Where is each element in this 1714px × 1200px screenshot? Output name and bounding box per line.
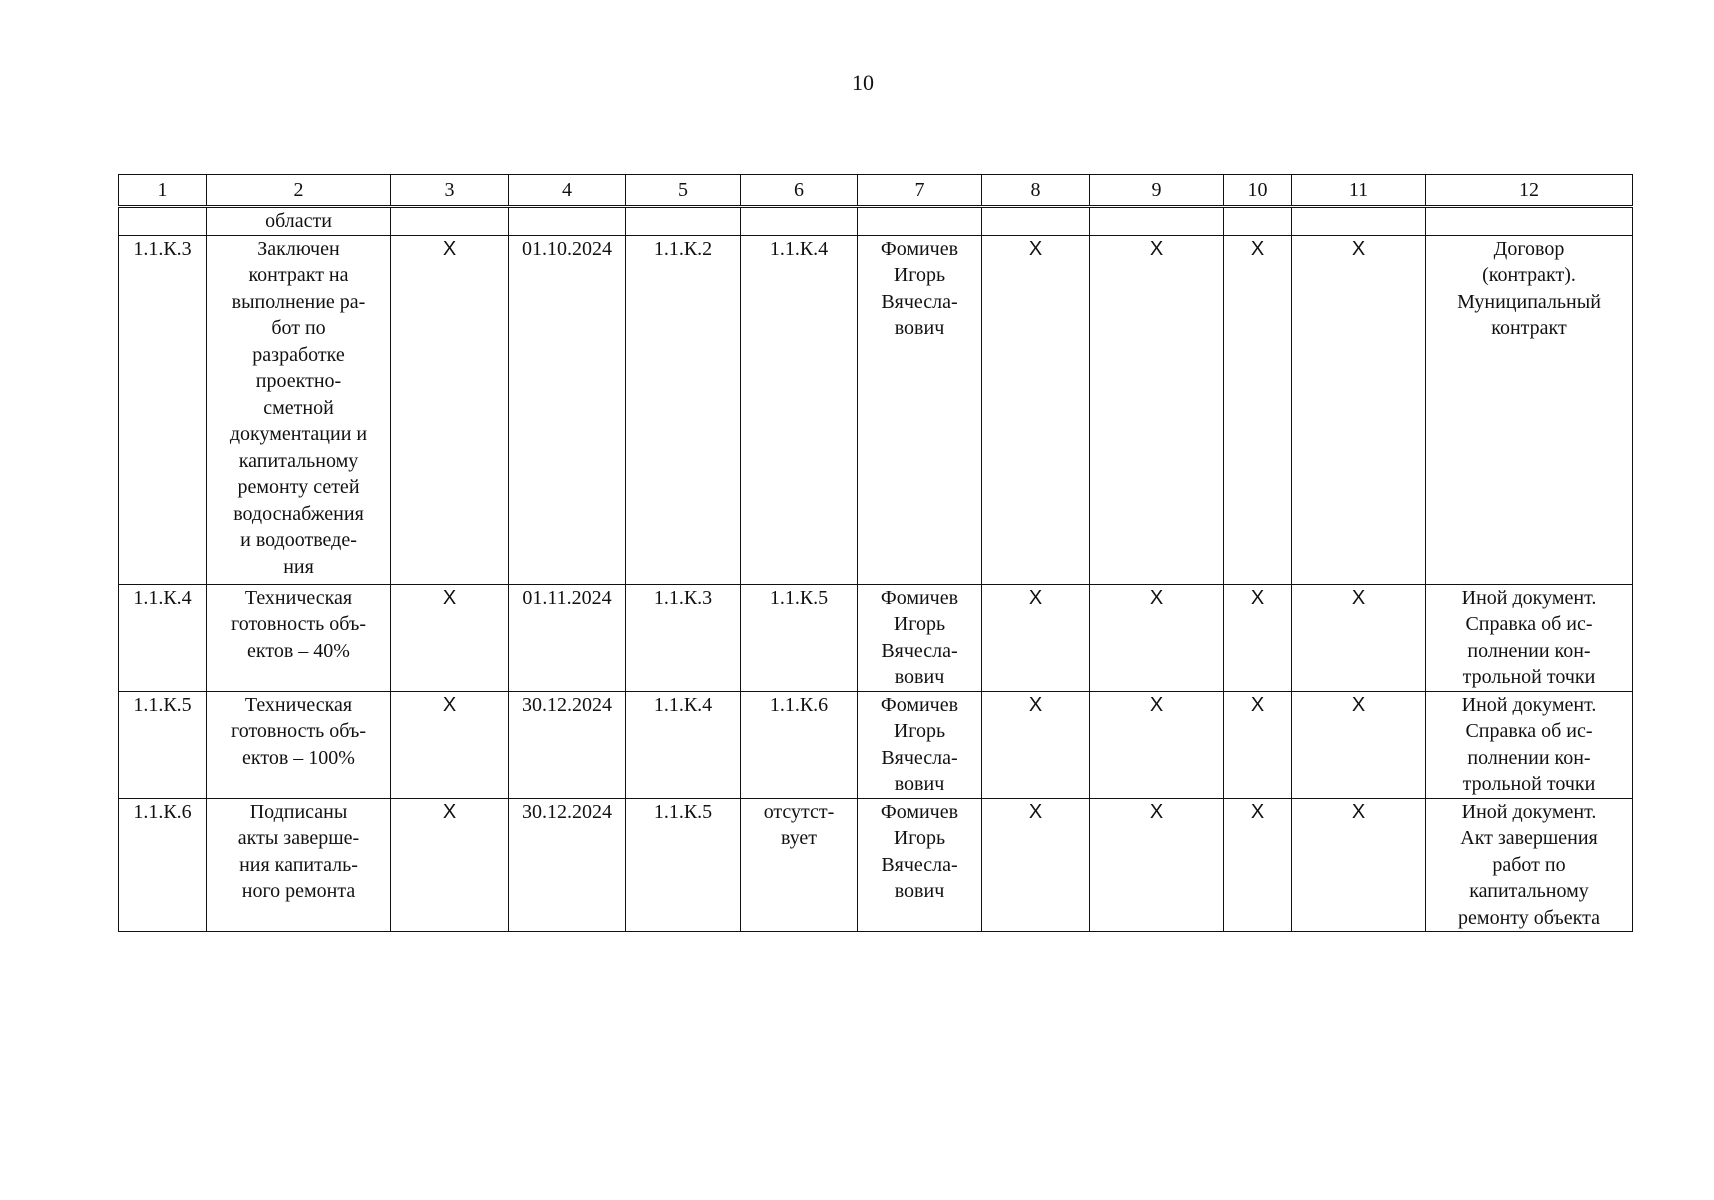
control-point-code: 1.1.К.4 xyxy=(119,584,207,691)
responsible-person: Фомичев Игорь Вячесла- вович xyxy=(858,691,982,798)
control-point-code: 1.1.К.3 xyxy=(119,235,207,584)
table-row xyxy=(119,235,1633,584)
previous-point: 1.1.К.2 xyxy=(626,235,741,584)
deadline-date: 01.10.2024 xyxy=(509,235,626,584)
event-description: Техническая готовность объ- ектов – 100% xyxy=(207,691,391,798)
column-number: 6 xyxy=(741,175,858,207)
cell-mark: X xyxy=(1224,584,1292,691)
confirming-document: Иной документ. Справка об ис- полнении кон- трольной точки xyxy=(1426,584,1633,691)
column-number: 3 xyxy=(391,175,509,207)
cell-mark: X xyxy=(1090,798,1224,932)
column-number: 7 xyxy=(858,175,982,207)
table-cell xyxy=(858,207,982,236)
next-point: 1.1.К.6 xyxy=(741,691,858,798)
table-cell xyxy=(1426,207,1633,236)
deadline-date: 30.12.2024 xyxy=(509,691,626,798)
cell-mark: X xyxy=(1224,235,1292,584)
event-description: Подписаны акты заверше- ния капиталь- ного ремонта xyxy=(207,798,391,932)
event-description: Заключен контракт на выполнение ра- бот по разработке проектно- сметной документации и капитальному ремонту сетей водоснабжения и водоотведе- ния xyxy=(207,235,391,584)
cell-mark: X xyxy=(391,691,509,798)
confirming-document: Иной документ. Справка об ис- полнении кон- трольной точки xyxy=(1426,691,1633,798)
previous-point: 1.1.К.3 xyxy=(626,584,741,691)
cell-mark: X xyxy=(1292,235,1426,584)
table-row xyxy=(119,584,1633,691)
cell-mark: X xyxy=(982,798,1090,932)
column-number: 8 xyxy=(982,175,1090,207)
cell-mark: X xyxy=(391,798,509,932)
table-cell xyxy=(509,207,626,236)
next-point: 1.1.К.4 xyxy=(741,235,858,584)
cell-mark: X xyxy=(1292,584,1426,691)
table-cell xyxy=(391,207,509,236)
deadline-date: 30.12.2024 xyxy=(509,798,626,932)
cell-mark: X xyxy=(982,235,1090,584)
confirming-document: Договор (контракт). Муниципальный контракт xyxy=(1426,235,1633,584)
cell-mark: X xyxy=(982,691,1090,798)
continuation-row xyxy=(119,207,1633,236)
cell-mark: X xyxy=(1224,798,1292,932)
table-cell: области xyxy=(207,207,391,236)
confirming-document: Иной документ. Акт завершения работ по капитальному ремонту объекта xyxy=(1426,798,1633,932)
control-point-code: 1.1.К.5 xyxy=(119,691,207,798)
event-description: Техническая готовность объ- ектов – 40% xyxy=(207,584,391,691)
table-cell xyxy=(626,207,741,236)
column-number: 11 xyxy=(1292,175,1426,207)
column-number-header-row xyxy=(119,175,1633,207)
next-point: 1.1.К.5 xyxy=(741,584,858,691)
cell-mark: X xyxy=(1090,691,1224,798)
column-number: 9 xyxy=(1090,175,1224,207)
column-number: 12 xyxy=(1426,175,1633,207)
deadline-date: 01.11.2024 xyxy=(509,584,626,691)
table-cell xyxy=(1224,207,1292,236)
page-number: 10 xyxy=(852,70,874,95)
column-number: 5 xyxy=(626,175,741,207)
cell-mark: X xyxy=(1090,235,1224,584)
cell-mark: X xyxy=(1292,691,1426,798)
table-cell xyxy=(1292,207,1426,236)
responsible-person: Фомичев Игорь Вячесла- вович xyxy=(858,798,982,932)
cell-mark: X xyxy=(1292,798,1426,932)
next-point: отсутст- вует xyxy=(741,798,858,932)
cell-mark: X xyxy=(1090,584,1224,691)
column-number: 1 xyxy=(119,175,207,207)
cell-mark: X xyxy=(391,584,509,691)
column-number: 10 xyxy=(1224,175,1292,207)
column-number: 2 xyxy=(207,175,391,207)
responsible-person: Фомичев Игорь Вячесла- вович xyxy=(858,584,982,691)
table-cell xyxy=(1090,207,1224,236)
cell-mark: X xyxy=(982,584,1090,691)
responsible-person: Фомичев Игорь Вячесла- вович xyxy=(858,235,982,584)
column-number: 4 xyxy=(509,175,626,207)
table-row xyxy=(119,691,1633,798)
previous-point: 1.1.К.4 xyxy=(626,691,741,798)
table-row xyxy=(119,798,1633,932)
cell-mark: X xyxy=(391,235,509,584)
control-points-table xyxy=(118,174,1633,932)
table-cell xyxy=(119,207,207,236)
table-cell xyxy=(982,207,1090,236)
previous-point: 1.1.К.5 xyxy=(626,798,741,932)
table-cell xyxy=(741,207,858,236)
control-point-code: 1.1.К.6 xyxy=(119,798,207,932)
cell-mark: X xyxy=(1224,691,1292,798)
